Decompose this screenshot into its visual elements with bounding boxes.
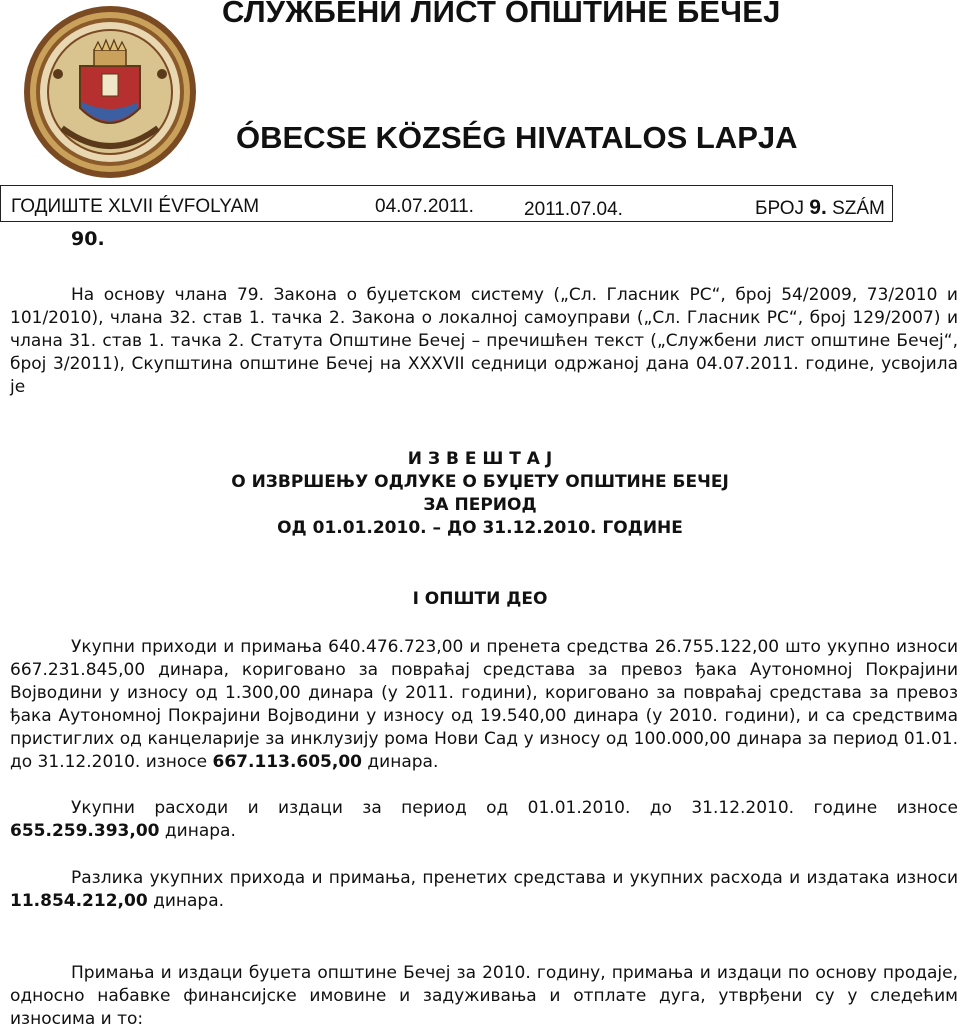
preamble-paragraph <box>10 284 958 399</box>
income-text: Укупни приходи и примања 640.476.723,00 и пренета средства 26.755.122,00 што укупно износи 667.231.845,00 динара, кориговано за повраћај средстава за превоз ђака Аутономној Покрајини Војводини у износу од 1.300,00 динара (у 2011. години), кориговано за повраћај средстава за превоз ђака Аутономној Покрајини Војводини у износу од 19.540,00 динара (у 2010. години), и са средствима пристиглих од канцеларије за инклузију рома Нови Сад у износу од 100.000,00 динара за период 01.01. до 31.12.2010. износе <box>10 637 958 772</box>
municipality-seal-logo <box>22 4 198 180</box>
section-heading-general: I ОПШТИ ДЕО <box>412 589 548 609</box>
issue-number-label-hu: SZÁM <box>832 198 885 219</box>
issue-date-hungarian: 2011.07.04. <box>524 199 623 220</box>
gazette-title-hungarian: ÓBECSE KÖZSÉG HIVATALOS LAPJA <box>236 120 798 155</box>
issue-number <box>755 196 885 220</box>
issue-number-label-sr: БРОЈ <box>755 198 805 219</box>
issue-date-serbian: 04.07.2011. <box>375 196 474 217</box>
budget-breakdown-text: Примања и издаци буџета општине Бечеј за 2010. годину, примања и издаци по основу продаје, односно набавке финансијске имовине и задуживања и отплате дуга, утврђени су у следећим износима и то: <box>10 963 958 1029</box>
expenses-suffix: динара. <box>159 821 236 841</box>
issue-number-value: 9. <box>809 196 827 219</box>
income-suffix: динара. <box>362 752 439 772</box>
difference-total: 11.854.212,00 <box>10 891 148 911</box>
income-total: 667.113.605,00 <box>212 752 363 772</box>
report-title-line3: ЗА ПЕРИОД <box>423 495 537 515</box>
expenses-total: 655.259.393,00 <box>10 821 160 841</box>
budget-breakdown-paragraph <box>10 962 958 1031</box>
page-number: 90. <box>71 228 105 250</box>
report-title-line2: О ИЗВРШЕЊУ ОДЛУКЕ О БУЏЕТУ ОПШТИНЕ БЕЧЕЈ <box>231 472 729 492</box>
issue-info-bar <box>0 185 893 222</box>
expenses-text: Укупни расходи и издаци за период од 01.01.2010. до 31.12.2010. године износе <box>71 798 958 818</box>
difference-text: Разлика укупних прихода и примања, пренетих средстава и укупних расхода и издатака износи <box>71 868 958 888</box>
income-paragraph <box>10 636 958 774</box>
expenses-paragraph <box>10 797 958 843</box>
preamble-first-line: На основу члана 79. Закона о буџетском систему („Сл. Гласник РС“, број 54/2009, 73/2010 и <box>71 285 958 305</box>
gazette-title-serbian: СЛУЖБЕНИ ЛИСТ ОПШТИНЕ БЕЧЕЈ <box>222 0 781 29</box>
difference-suffix: динара. <box>147 891 225 911</box>
report-title-line4: ОД 01.01.2010. – ДО 31.12.2010. ГОДИНЕ <box>277 518 683 538</box>
preamble-text: 101/2010), члана 32. став 1. тачка 2. Закона о локалној самоуправи („Сл. Гласник РС“, број 129/2007) и члана 31. став 1. тачка 2. Статута Општине Бечеј – пречишћен текст („Службени лист општине Бечеј“, број 3/2011), Скупштина општине Бечеј на XXXVII седници одржаној дана 04.07.2011. године, усвојила је <box>10 308 958 397</box>
report-title-line1: И З В Е Ш Т А Ј <box>407 449 553 469</box>
difference-paragraph <box>10 867 958 913</box>
volume-label: ГОДИШТЕ XLVII ÉVFOLYAM <box>11 196 260 217</box>
